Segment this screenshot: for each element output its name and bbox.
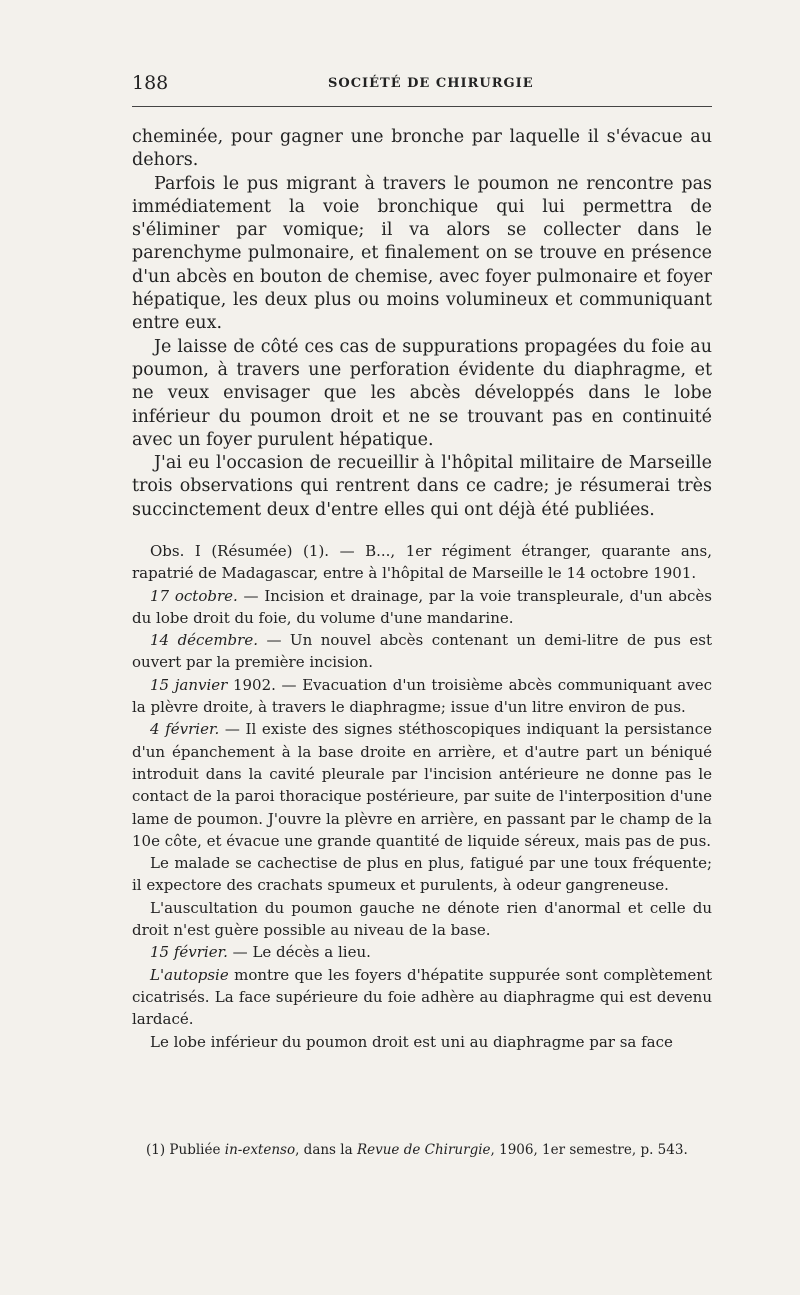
main-text — [132, 126, 712, 522]
observation-paragraph: Le lobe inférieur du poumon droit est uni au diaphragme par sa face — [150, 1032, 673, 1051]
page-header — [132, 72, 712, 98]
footnote — [132, 1140, 712, 1160]
paragraph: J'ai eu l'occasion de recueillir à l'hôpital militaire de Marseille trois observations qui rentrent dans ce cadre; je résumerai très succinctement deux d'entre elles qui ont déjà été publiées. — [132, 453, 712, 520]
footnote-part: Revue de Chirurgie — [356, 1142, 491, 1158]
observation-paragraph: Le malade se cachectise de plus en plus, fatigué par une toux fréquente; il expectore des crachats spumeux et purulents, à odeur gangreneuse. — [132, 854, 712, 895]
footnote-part: , 1906, 1er semestre, p. 543. — [490, 1142, 688, 1158]
paragraph: Je laisse de côté ces cas de suppurations propagées du foie au poumon, à travers une perforation évidente du diaphragme, et ne veux envisager que les abcès développés dans le lobe inférieur du poumon droit et ne se trouvant pas en continuité avec un foyer purulent hépatique. — [132, 336, 712, 450]
observation-paragraph: Obs. I (Résumée) (1). — B..., 1er régiment étranger, quarante ans, rapatrié de Madagascar, entre à l'hôpital de Marseille le 14 octobre 1901. — [132, 542, 712, 583]
observation-text: — Le décès a lieu. — [227, 943, 371, 962]
lead-word: L'autopsie — [150, 965, 229, 984]
observation-text: — Il existe des signes stéthoscopiques indiquant la persistance d'un épanchement à la base droite en arrière, et d'autre part un béniqué introduit dans la cavité pleurale par l'incision antérieure ne donne pas le contact de la paroi thoracique postérieure, par suite de l'interposition d'une lame de poumon. J'ouvre la plèvre en arrière, en passant par le champ de la 10e côte, et évacue une grande quantité de liquide séreux, mais pas de pus. — [132, 720, 712, 850]
observation-paragraph: L'auscultation du poumon gauche ne dénote rien d'anormal et celle du droit n'est guère possible au niveau de la base. — [132, 898, 712, 940]
observation-block — [132, 540, 712, 1053]
observation-text: — Un nouvel abcès contenant un demi-litre de pus est ouvert par la première incision. — [132, 631, 712, 672]
date-label: 4 février. — [150, 720, 220, 739]
footnote-part: (1) Publiée — [146, 1142, 225, 1158]
date-label: 15 janvier — [150, 675, 228, 694]
observation-paragraph — [132, 718, 712, 852]
date-label: 14 décembre. — [150, 631, 258, 650]
observation-text: — Incision et drainage, par la voie transpleurale, d'un abcès du lobe droit du foie, du volume d'une mandarine. — [132, 586, 712, 627]
observation-text: montre que les foyers d'hépatite suppurée sont complètement cicatrisés. La face supérieure du foie adhère au diaphragme qui est devenu lardacé. — [132, 965, 712, 1029]
paragraph: cheminée, pour gagner une bronche par laquelle il s'évacue au dehors. — [132, 127, 712, 171]
footnote-part: in-extenso — [224, 1142, 296, 1158]
date-label: 15 février. — [150, 943, 228, 962]
observation-paragraph — [132, 964, 712, 1031]
observation-paragraph — [132, 941, 712, 963]
date-label: 17 octobre. — [150, 586, 238, 605]
observation-text: 1902. — Evacuation d'un troisième abcès communiquant avec la plèvre droite, à travers le diaphragme; issue d'un litre environ de pus. — [132, 675, 712, 717]
running-head: SOCIÉTÉ DE CHIRURGIE — [328, 76, 534, 91]
observation-paragraph — [132, 674, 712, 719]
paragraph: Parfois le pus migrant à travers le poumon ne rencontre pas immédiatement la voie bronchique qui lui permettra de s'éliminer par vomique; il va alors se collecter dans le parenchyme pulmonaire, et finalement on se trouve en présence d'un abcès en bouton de chemise, avec foyer pulmonaire et foyer hépatique, les deux plus ou moins volumineux et communiquant entre eux. — [132, 173, 712, 334]
header-rule — [132, 106, 712, 107]
observation-paragraph — [132, 629, 712, 674]
footnote-part: , dans la — [295, 1142, 357, 1158]
observation-paragraph — [132, 585, 712, 630]
footnote-text — [132, 1140, 712, 1160]
page-number: 188 — [132, 72, 169, 94]
